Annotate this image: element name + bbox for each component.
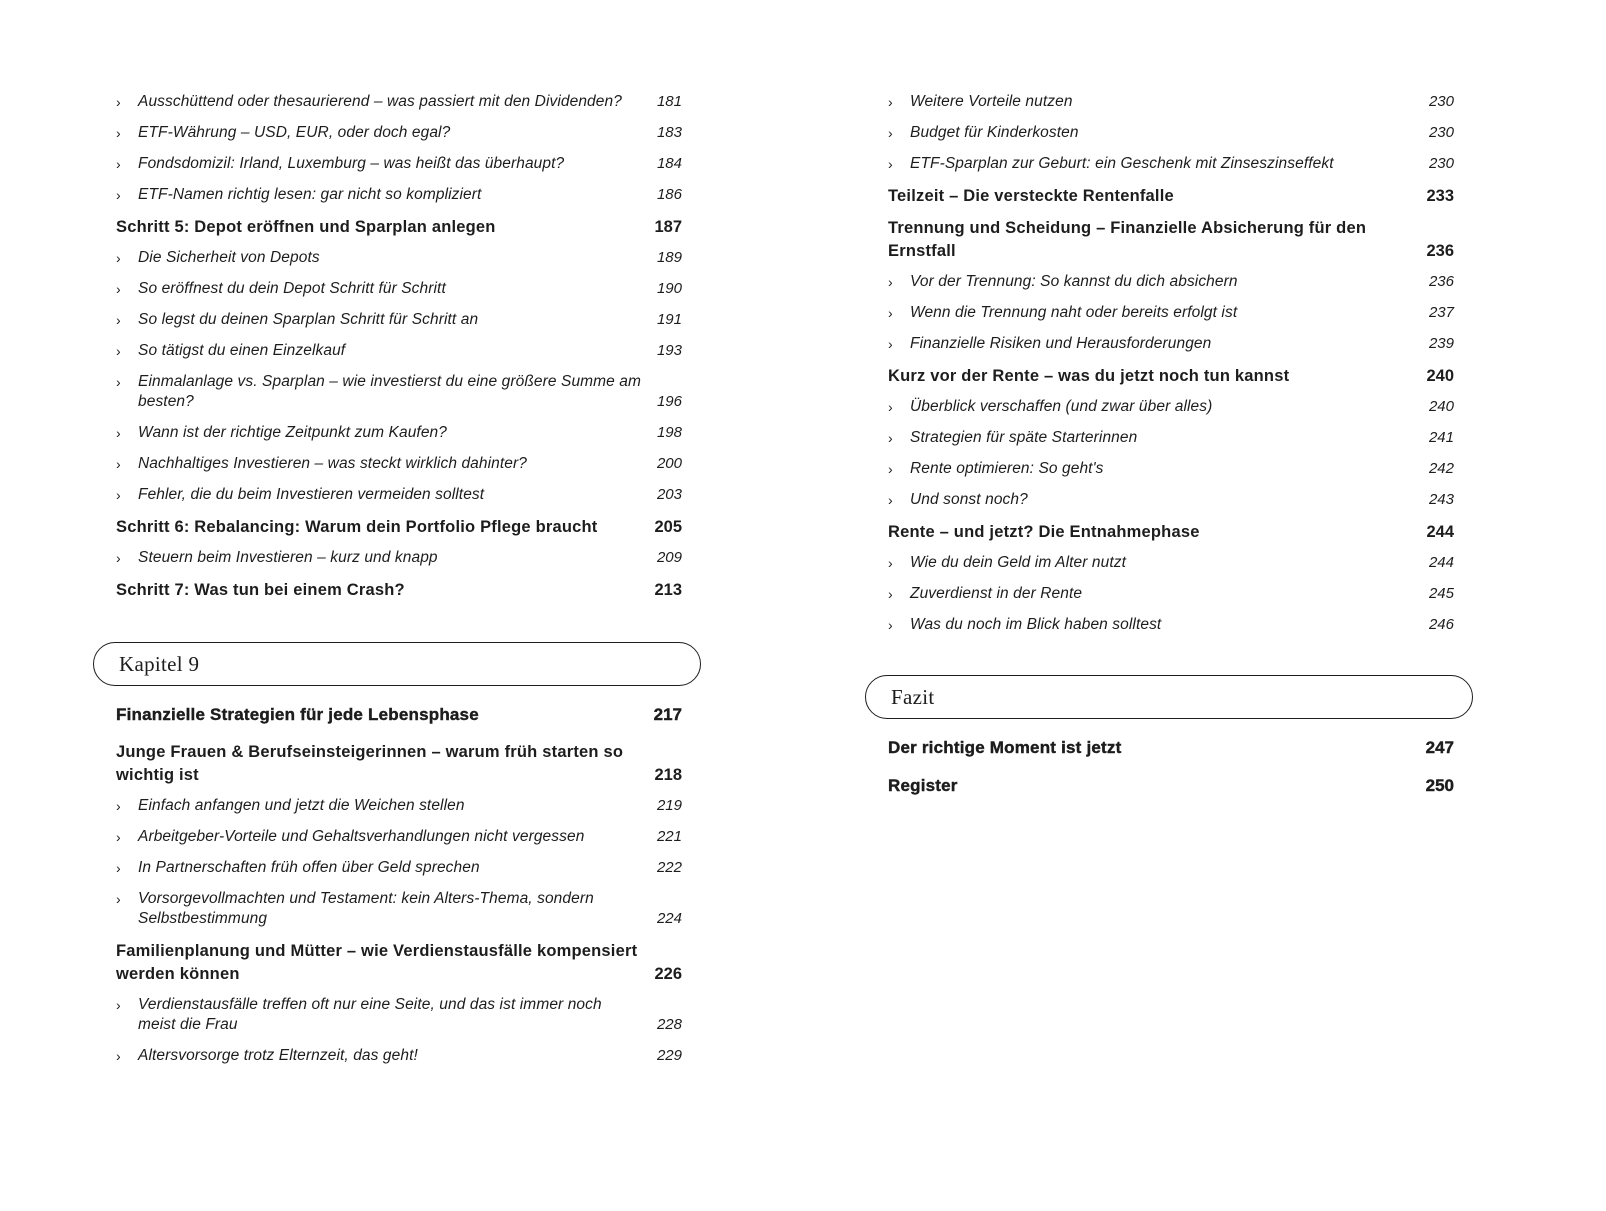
toc-subentry-row xyxy=(116,279,682,299)
toc-subentry-row xyxy=(888,303,1454,323)
chevron-right-icon: › xyxy=(116,374,121,390)
toc-subentry-row xyxy=(116,248,682,268)
toc-entry-page-number: 209 xyxy=(656,549,682,566)
toc-subentry-row xyxy=(888,490,1454,510)
toc-entry-page-number: 193 xyxy=(656,342,682,359)
toc-column-left xyxy=(116,92,682,1077)
toc-entry-title: Wenn die Trennung naht oder bereits erfolgt ist xyxy=(910,304,1238,321)
toc-section-page-number: 233 xyxy=(1426,187,1454,205)
toc-subentry-row xyxy=(888,584,1454,604)
toc-subentry-row xyxy=(888,92,1454,112)
chevron-right-icon: › xyxy=(888,617,893,633)
toc-section-page-number: 236 xyxy=(1426,242,1454,260)
toc-section-title: Junge Frauen & Berufseinsteigerinnen – warum früh starten so wichtig ist xyxy=(116,743,624,784)
toc-entry-title: Verdienstausfälle treffen oft nur eine Seite, und das ist immer noch meist die Frau xyxy=(138,996,602,1033)
chevron-right-icon: › xyxy=(888,156,893,172)
chevron-right-icon: › xyxy=(116,997,121,1013)
toc-entry-page-number: 236 xyxy=(1428,273,1454,290)
chevron-right-icon: › xyxy=(888,94,893,110)
toc-subentry-row xyxy=(116,372,682,412)
chevron-right-icon: › xyxy=(116,343,121,359)
toc-subentry-row xyxy=(888,615,1454,635)
chevron-right-icon: › xyxy=(888,586,893,602)
toc-section-page-number: 226 xyxy=(654,965,682,983)
toc-subentry-row xyxy=(116,827,682,847)
toc-entry-page-number: 237 xyxy=(1428,304,1454,321)
chapter-divider-label: Fazit xyxy=(891,684,935,709)
toc-entry-page-number: 190 xyxy=(656,280,682,297)
toc-section-row xyxy=(888,185,1454,208)
toc-entry-page-number: 200 xyxy=(656,455,682,472)
toc-subentry-row xyxy=(116,123,682,143)
toc-entry-title: ETF-Währung – USD, EUR, oder doch egal? xyxy=(138,124,451,141)
toc-entry-page-number: 228 xyxy=(656,1016,682,1033)
chevron-right-icon: › xyxy=(116,312,121,328)
toc-entry-page-number: 245 xyxy=(1428,585,1454,602)
toc-entry-title: So tätigst du einen Einzelkauf xyxy=(138,342,346,359)
toc-entry-title: Einmalanlage vs. Sparplan – wie investierst du eine größere Summe am besten? xyxy=(138,373,642,410)
toc-entry-page-number: 244 xyxy=(1428,554,1454,571)
chevron-right-icon: › xyxy=(888,125,893,141)
chevron-right-icon: › xyxy=(888,274,893,290)
toc-section-page-number: 187 xyxy=(654,218,682,236)
toc-subentry-row xyxy=(116,310,682,330)
toc-entry-page-number: 243 xyxy=(1428,491,1454,508)
toc-section-title: Rente – und jetzt? Die Entnahmephase xyxy=(888,523,1200,541)
toc-entry-title: Rente optimieren: So geht's xyxy=(910,460,1104,477)
toc-entry-title: Vor der Trennung: So kannst du dich absichern xyxy=(910,273,1238,290)
toc-entry-title: So eröffnest du dein Depot Schritt für Schritt xyxy=(138,280,446,297)
toc-entry-title: Vorsorgevollmachten und Testament: kein Alters-Thema, sondern Selbstbestimmung xyxy=(138,890,594,927)
toc-subentry-row xyxy=(116,548,682,568)
toc-section-page-number: 205 xyxy=(654,518,682,536)
toc-subentry-row xyxy=(116,1046,682,1066)
toc-entry-page-number: 241 xyxy=(1428,429,1454,446)
chevron-right-icon: › xyxy=(116,456,121,472)
toc-subentry-row xyxy=(888,123,1454,143)
toc-entry-page-number: 184 xyxy=(656,155,682,172)
chevron-right-icon: › xyxy=(116,250,121,266)
toc-section-row xyxy=(888,521,1454,544)
chapter-divider-box xyxy=(865,675,1473,719)
toc-section-title: Familienplanung und Mütter – wie Verdienstausfälle kompensiert werden können xyxy=(116,942,638,983)
chapter-divider-box xyxy=(93,642,701,686)
toc-entry-page-number: 242 xyxy=(1428,460,1454,477)
chapter-divider-label: Kapitel 9 xyxy=(119,651,200,676)
toc-subentry-row xyxy=(116,995,682,1035)
toc-entry-title: So legst du deinen Sparplan Schritt für Schritt an xyxy=(138,311,479,328)
toc-chapter-title: Der richtige Moment ist jetzt xyxy=(888,738,1122,757)
toc-subentry-row xyxy=(888,428,1454,448)
chevron-right-icon: › xyxy=(116,1048,121,1064)
chevron-right-icon: › xyxy=(888,492,893,508)
toc-chapter-title-row xyxy=(888,736,1454,760)
toc-entry-page-number: 239 xyxy=(1428,335,1454,352)
toc-entry-title: Wann ist der richtige Zeitpunkt zum Kaufen? xyxy=(138,424,448,441)
toc-entry-title: Einfach anfangen und jetzt die Weichen stellen xyxy=(138,797,465,814)
toc-subentry-row xyxy=(888,553,1454,573)
chevron-right-icon: › xyxy=(116,125,121,141)
toc-entry-page-number: 230 xyxy=(1428,155,1454,172)
toc-entry-page-number: 186 xyxy=(656,186,682,203)
toc-entry-title: ETF-Sparplan zur Geburt: ein Geschenk mit Zinseszinseffekt xyxy=(910,155,1334,172)
toc-subentry-row xyxy=(888,154,1454,174)
toc-entry-title: Zuverdienst in der Rente xyxy=(910,585,1083,602)
toc-entry-page-number: 183 xyxy=(656,124,682,141)
toc-entry-title: Ausschüttend oder thesaurierend – was passiert mit den Dividenden? xyxy=(138,93,622,110)
toc-entry-page-number: 181 xyxy=(656,93,682,110)
chevron-right-icon: › xyxy=(116,281,121,297)
toc-entry-page-number: 191 xyxy=(656,311,682,328)
chevron-right-icon: › xyxy=(888,555,893,571)
toc-subentry-row xyxy=(116,423,682,443)
chevron-right-icon: › xyxy=(116,187,121,203)
chevron-right-icon: › xyxy=(116,425,121,441)
chevron-right-icon: › xyxy=(116,798,121,814)
toc-entry-title: Weitere Vorteile nutzen xyxy=(910,93,1073,110)
toc-entry-page-number: 221 xyxy=(656,828,682,845)
toc-subentry-row xyxy=(116,341,682,361)
toc-entry-title: Fehler, die du beim Investieren vermeiden solltest xyxy=(138,486,485,503)
toc-subentry-row xyxy=(116,796,682,816)
chevron-right-icon: › xyxy=(116,829,121,845)
toc-entry-title: Strategien für späte Starterinnen xyxy=(910,429,1138,446)
chevron-right-icon: › xyxy=(116,156,121,172)
toc-section-title: Schritt 7: Was tun bei einem Crash? xyxy=(116,581,405,599)
chevron-right-icon: › xyxy=(888,399,893,415)
toc-entry-page-number: 230 xyxy=(1428,93,1454,110)
toc-entry-title: Finanzielle Risiken und Herausforderungen xyxy=(910,335,1212,352)
chevron-right-icon: › xyxy=(888,336,893,352)
chevron-right-icon: › xyxy=(888,430,893,446)
toc-subentry-row xyxy=(116,485,682,505)
toc-chapter-page-number: 247 xyxy=(1425,738,1454,757)
toc-section-page-number: 218 xyxy=(654,766,682,784)
toc-subentry-row xyxy=(116,858,682,878)
toc-chapter-title: Register xyxy=(888,776,958,795)
chevron-right-icon: › xyxy=(116,94,121,110)
toc-entry-title: Die Sicherheit von Depots xyxy=(138,249,320,266)
toc-section-title: Schritt 5: Depot eröffnen und Sparplan anlegen xyxy=(116,218,496,236)
toc-section-row xyxy=(888,217,1454,263)
toc-chapter-title-row xyxy=(888,774,1454,798)
toc-subentry-row xyxy=(116,454,682,474)
toc-entry-title: In Partnerschaften früh offen über Geld sprechen xyxy=(138,859,480,876)
toc-subentry-row xyxy=(888,334,1454,354)
toc-section-row xyxy=(116,940,682,986)
toc-section-title: Schritt 6: Rebalancing: Warum dein Portfolio Pflege braucht xyxy=(116,518,598,536)
toc-entry-page-number: 246 xyxy=(1428,616,1454,633)
chevron-right-icon: › xyxy=(888,461,893,477)
toc-entry-title: Altersvorsorge trotz Elternzeit, das geht! xyxy=(138,1047,418,1064)
toc-entry-page-number: 189 xyxy=(656,249,682,266)
toc-entry-title: Fondsdomizil: Irland, Luxemburg – was heißt das überhaupt? xyxy=(138,155,565,172)
chevron-right-icon: › xyxy=(116,550,121,566)
toc-entry-page-number: 198 xyxy=(656,424,682,441)
toc-entry-title: Überblick verschaffen (und zwar über alles) xyxy=(910,398,1213,415)
toc-entry-page-number: 224 xyxy=(656,910,682,927)
toc-entry-page-number: 229 xyxy=(656,1047,682,1064)
toc-subentry-row xyxy=(116,92,682,112)
toc-section-page-number: 213 xyxy=(654,581,682,599)
chevron-right-icon: › xyxy=(116,860,121,876)
toc-section-row xyxy=(116,216,682,239)
toc-entry-title: Nachhaltiges Investieren – was steckt wirklich dahinter? xyxy=(138,455,527,472)
toc-entry-title: Arbeitgeber-Vorteile und Gehaltsverhandlungen nicht vergessen xyxy=(138,828,585,845)
chevron-right-icon: › xyxy=(116,891,121,907)
toc-entry-page-number: 230 xyxy=(1428,124,1454,141)
chevron-right-icon: › xyxy=(888,305,893,321)
toc-subentry-row xyxy=(116,889,682,929)
toc-entry-page-number: 196 xyxy=(656,393,682,410)
toc-subentry-row xyxy=(888,459,1454,479)
toc-chapter-page-number: 250 xyxy=(1425,776,1454,795)
toc-column-right xyxy=(888,92,1454,812)
toc-section-row xyxy=(116,516,682,539)
toc-entry-title: Steuern beim Investieren – kurz und knapp xyxy=(138,549,438,566)
toc-subentry-row xyxy=(116,185,682,205)
toc-entry-title: Was du noch im Blick haben solltest xyxy=(910,616,1162,633)
toc-section-title: Kurz vor der Rente – was du jetzt noch tun kannst xyxy=(888,367,1290,385)
toc-subentry-row xyxy=(888,272,1454,292)
chevron-right-icon: › xyxy=(116,487,121,503)
toc-entry-page-number: 203 xyxy=(656,486,682,503)
toc-entry-title: ETF-Namen richtig lesen: gar nicht so kompliziert xyxy=(138,186,482,203)
toc-section-title: Teilzeit – Die versteckte Rentenfalle xyxy=(888,187,1174,205)
toc-subentry-row xyxy=(888,397,1454,417)
toc-entry-title: Budget für Kinderkosten xyxy=(910,124,1079,141)
toc-entry-title: Und sonst noch? xyxy=(910,491,1028,508)
toc-section-page-number: 240 xyxy=(1426,367,1454,385)
toc-section-row xyxy=(888,365,1454,388)
toc-subentry-row xyxy=(116,154,682,174)
toc-chapter-title-row xyxy=(116,703,682,727)
toc-chapter-title: Finanzielle Strategien für jede Lebensphase xyxy=(116,705,479,724)
toc-section-page-number: 244 xyxy=(1426,523,1454,541)
toc-chapter-page-number: 217 xyxy=(653,705,682,724)
toc-entry-page-number: 240 xyxy=(1428,398,1454,415)
toc-section-title: Trennung und Scheidung – Finanzielle Absicherung für den Ernstfall xyxy=(888,219,1367,260)
toc-section-row xyxy=(116,579,682,602)
toc-entry-page-number: 219 xyxy=(656,797,682,814)
toc-entry-page-number: 222 xyxy=(656,859,682,876)
toc-section-row xyxy=(116,741,682,787)
toc-entry-title: Wie du dein Geld im Alter nutzt xyxy=(910,554,1127,571)
